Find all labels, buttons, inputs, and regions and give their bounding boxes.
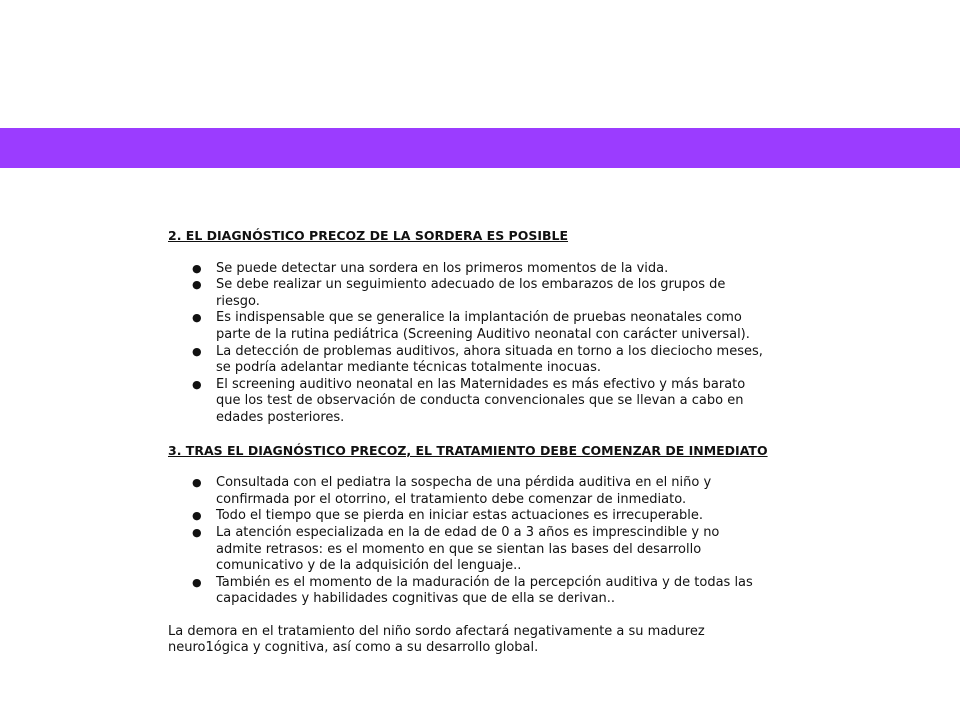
bullet-icon: ● <box>192 344 202 358</box>
list-item: ● La atención especializada en la de edad de 0 a 3 años es imprescindible y no admite retrasos: es el momento en que se sientan las bases del desarrollo comunicativo y de la adquisición del lenguaje.. <box>192 524 720 574</box>
bullet-icon: ● <box>192 476 202 490</box>
bullet-icon: ● <box>192 278 202 292</box>
list-item: ● También es el momento de la maduración de la percepción auditiva y de todas las capacidades y habilidades cognitivas que de ella se derivan.. <box>192 574 753 607</box>
list-item: ● La detección de problemas auditivos, ahora situada en torno a los dieciocho meses, se podría adelantar mediante técnicas totalmente inocuas. <box>192 343 763 376</box>
list-item: ● Es indispensable que se generalice la implantación de pruebas neonatales como parte de la rutina pediátrica (Screening Auditivo neonatal con carácter universal). <box>192 310 750 342</box>
bullet-icon: ● <box>192 525 202 539</box>
bullet-icon: ● <box>192 575 202 589</box>
bullet-icon: ● <box>192 311 202 325</box>
list-item: ● Todo el tiempo que se pierda en iniciar estas actuaciones es irrecuperable. <box>192 508 704 524</box>
list-item: ● Se puede detectar una sordera en los primeros momentos de la vida. <box>192 260 669 276</box>
bullet-icon: ● <box>192 509 202 523</box>
header-band <box>0 128 960 168</box>
bullet-icon: ● <box>192 377 202 391</box>
closing-paragraph: La demora en el tratamiento del niño sordo afectará negativamente a su madurez neuro1ógica y cognitiva, así como a su desarrollo global. <box>168 623 705 656</box>
section-2-heading: 2. EL DIAGNÓSTICO PRECOZ DE LA SORDERA ES POSIBLE <box>168 228 569 243</box>
list-item: ● El screening auditivo neonatal en las Maternidades es más efectivo y más barato que los test de observación de conducta convencionales que se llevan a cabo en edades posteriores. <box>192 376 746 425</box>
section-3-heading: 3. TRAS EL DIAGNÓSTICO PRECOZ, EL TRATAMIENTO DEBE COMENZAR DE INMEDIATO <box>168 442 768 458</box>
section-3-list <box>168 475 768 608</box>
section-2-list <box>168 261 768 427</box>
list-item: ● Se debe realizar un seguimiento adecuado de los embarazos de los grupos de riesgo. <box>192 277 726 309</box>
list-item: ● Consultada con el pediatra la sospecha de una pérdida auditiva en el niño y confirmada por el otorrino, el tratamiento debe comenzar de inmediato. <box>192 475 712 507</box>
bullet-icon: ● <box>192 261 202 275</box>
document-body <box>168 228 768 657</box>
